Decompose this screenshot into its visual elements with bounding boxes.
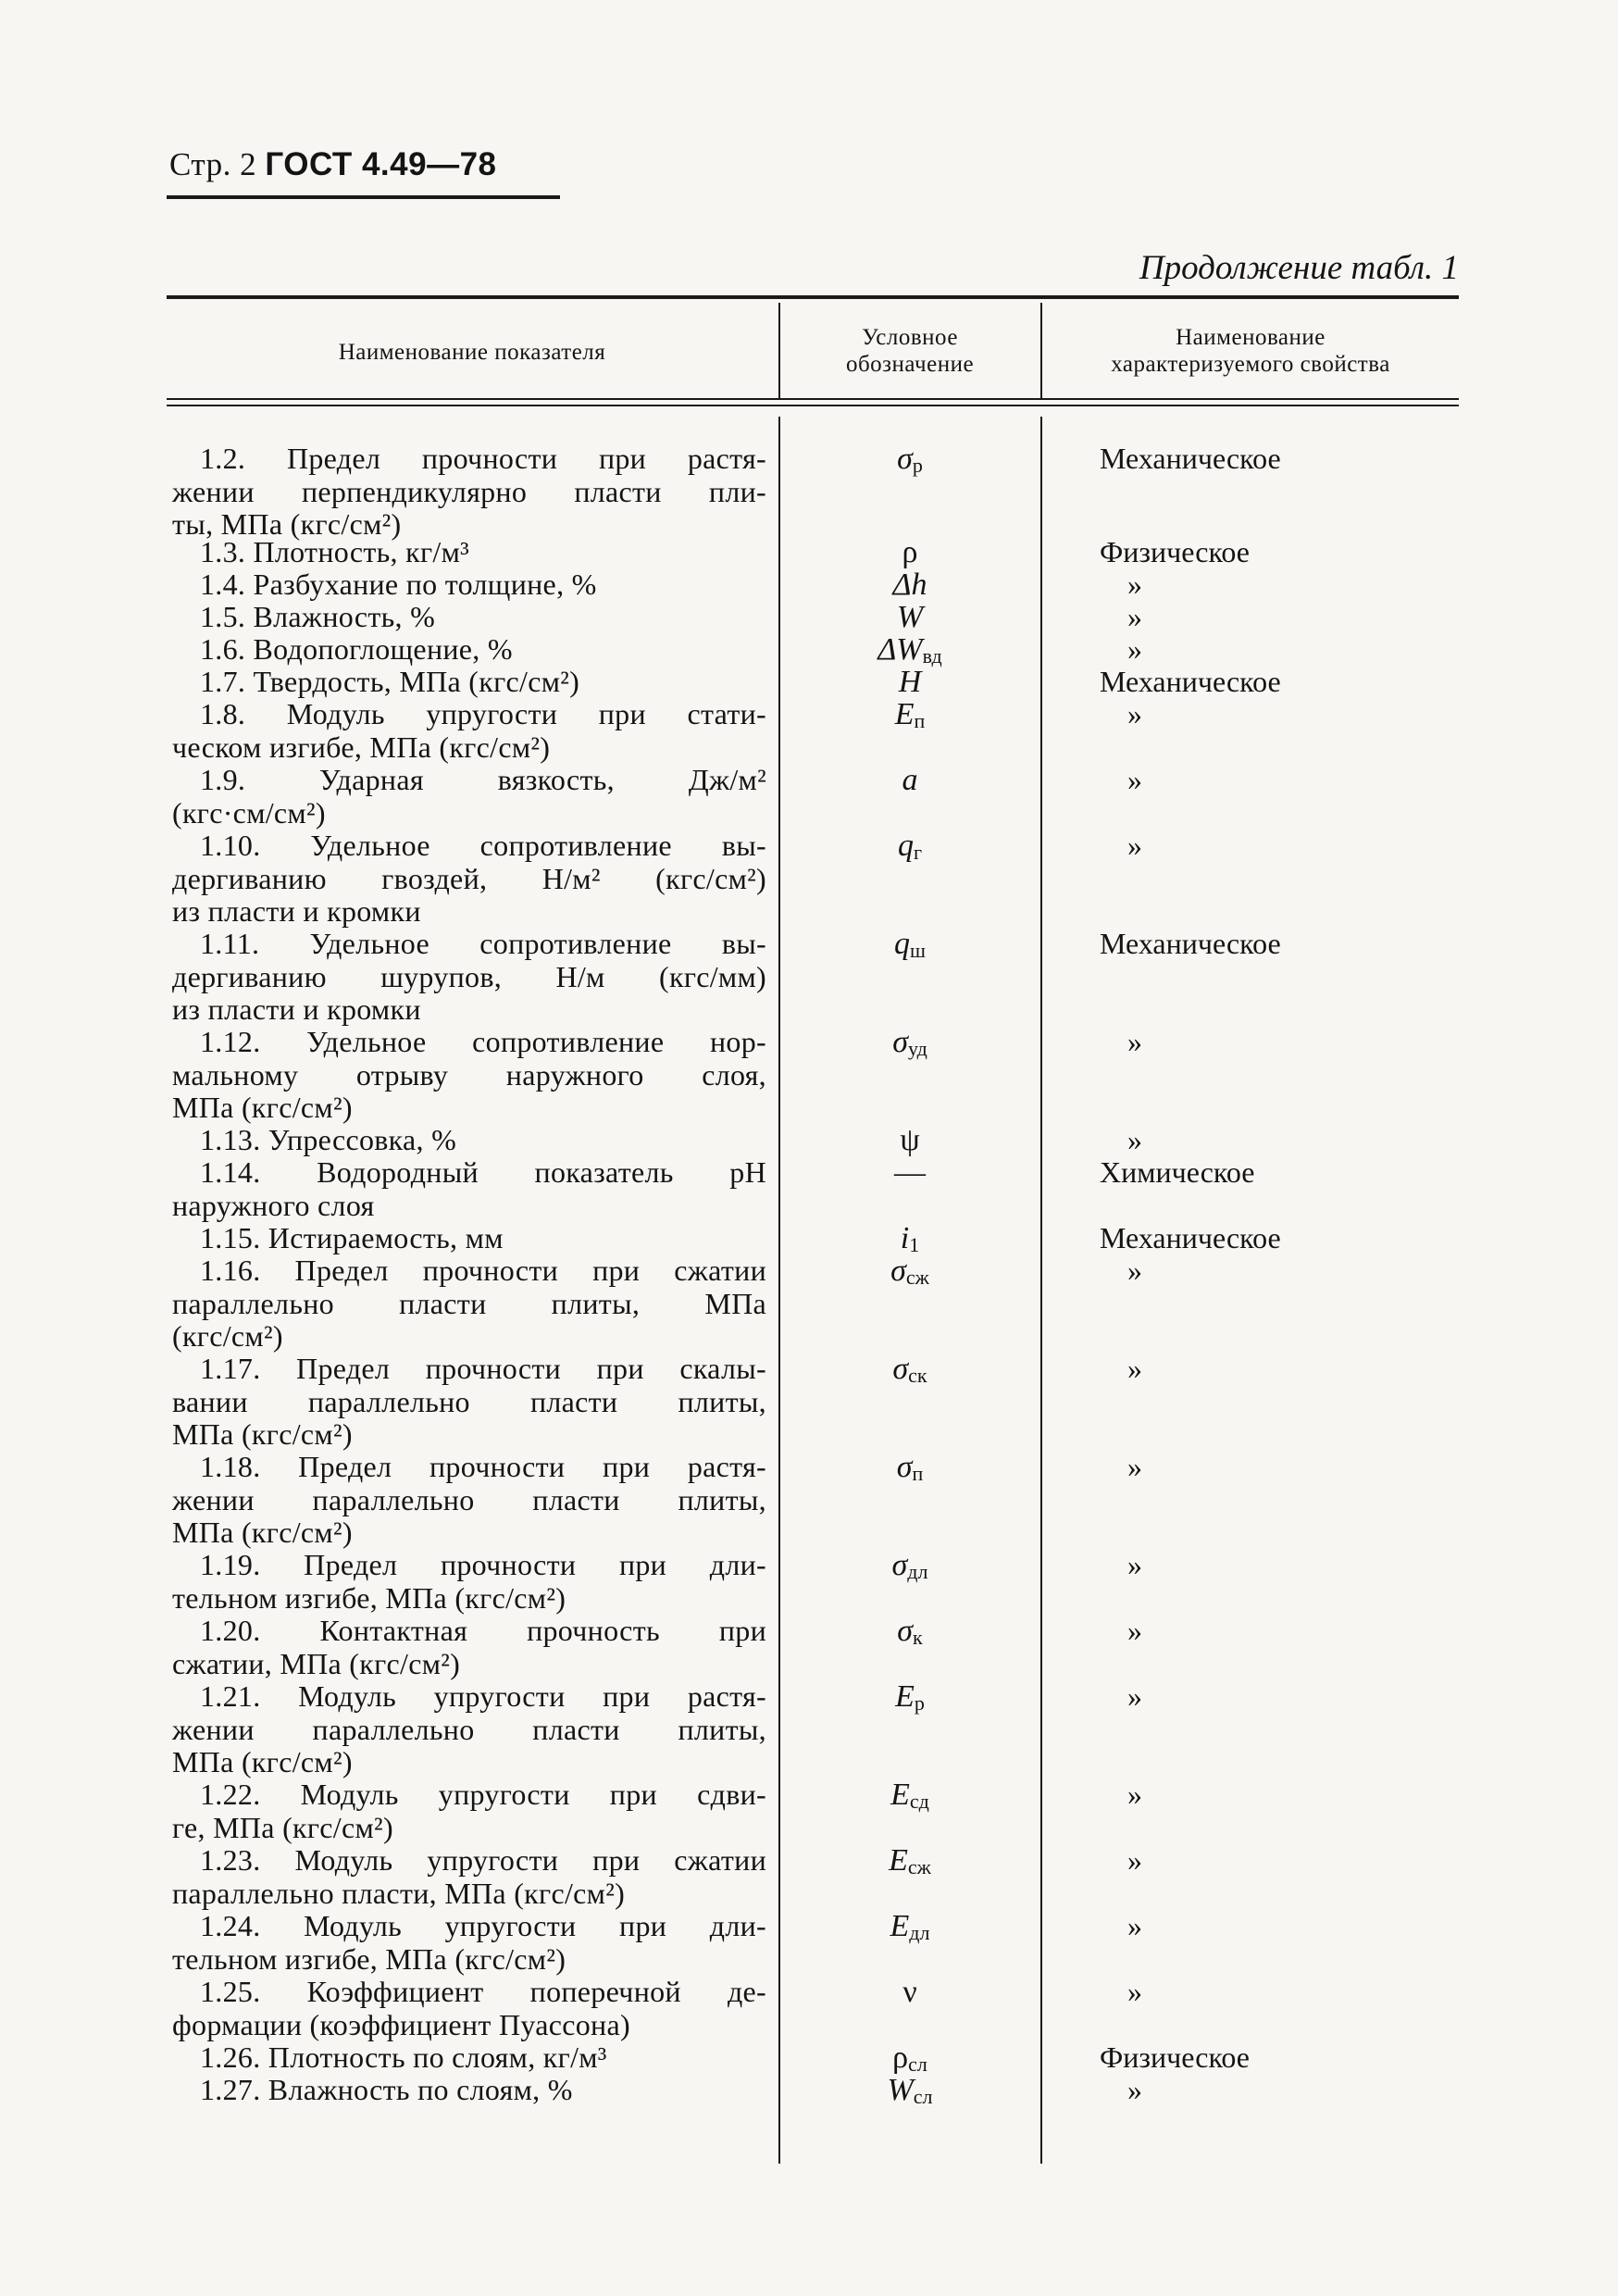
symbol-main: σ	[892, 1025, 908, 1059]
body-column-divider	[778, 417, 780, 2164]
indicator-name-line: 1.21. Модуль упругости при растя-	[200, 1679, 766, 1713]
symbol-main: E	[895, 1679, 915, 1714]
ditto-mark: »	[1127, 1123, 1142, 1156]
indicator-symbol	[782, 1026, 1038, 1065]
indicator-name-line: (кгс·см/см²)	[172, 795, 326, 830]
indicator-name-line: 1.24. Модуль упругости при дли-	[200, 1909, 766, 1942]
symbol-subscript: 1	[909, 1233, 920, 1256]
symbol-subscript: п	[914, 709, 926, 732]
indicator-name	[172, 2041, 766, 2075]
indicator-name	[172, 1844, 766, 1910]
ditto-mark: »	[1127, 1548, 1142, 1581]
indicator-name-line: ге, МПа (кгс/см²)	[172, 1810, 393, 1844]
ditto-mark: »	[1127, 1450, 1142, 1483]
body-column-divider	[1040, 417, 1042, 2164]
symbol-subscript: вд	[922, 644, 942, 668]
column-header-property	[1042, 324, 1459, 378]
indicator-name	[172, 830, 766, 929]
indicator-name-line: 1.20. Контактная прочность при	[200, 1614, 766, 1647]
indicator-name-line: жении параллельно пласти плиты,	[172, 1482, 766, 1516]
symbol-main: E	[894, 697, 915, 731]
indicator-name	[172, 633, 766, 667]
indicator-name-line: ческом изгибе, МПа (кгс/см²)	[172, 730, 551, 764]
symbol-subscript: ск	[908, 1364, 927, 1387]
indicator-name	[172, 1026, 766, 1125]
column-header-property-line2: характеризуемого свойства	[1111, 352, 1390, 377]
indicator-name-line: ты, МПа (кгс/см²)	[172, 507, 402, 541]
indicator-symbol	[782, 1451, 1038, 1490]
indicator-symbol	[782, 1615, 1038, 1653]
indicator-name-line: 1.11. Удельное сопротивление вы-	[200, 927, 766, 960]
page-label: Стр. 2	[169, 146, 257, 182]
symbol-main: ρ	[892, 2040, 909, 2075]
symbol-main: ψ	[900, 1123, 920, 1157]
ditto-mark: »	[1127, 829, 1142, 862]
indicator-name-line: 1.13. Упрессовка, %	[200, 1123, 457, 1156]
header-column-divider	[778, 303, 780, 399]
indicator-name	[172, 1222, 766, 1255]
indicator-symbol	[782, 1680, 1038, 1719]
indicator-symbol	[782, 698, 1038, 737]
indicator-name-line: МПа (кгс/см²)	[172, 1745, 353, 1778]
indicator-name	[172, 536, 766, 569]
symbol-main: E	[890, 1909, 910, 1943]
indicator-name	[172, 1549, 766, 1615]
indicator-name-line: МПа (кгс/см²)	[172, 1091, 353, 1124]
indicator-name	[172, 443, 766, 542]
symbol-main: a	[902, 763, 918, 797]
document-code: ГОСТ 4.49—78	[265, 146, 497, 182]
indicator-name-line: мальному отрыву наружного слоя,	[172, 1057, 766, 1092]
indicator-name-line: 1.17. Предел прочности при скалы-	[200, 1352, 766, 1385]
symbol-main: E	[890, 1778, 910, 1812]
symbol-subscript: дл	[907, 1560, 928, 1583]
symbol-main: W	[887, 2073, 914, 2107]
property-name: Физическое	[1100, 2040, 1250, 2074]
table-top-rule	[167, 295, 1459, 299]
indicator-name-line: 1.7. Твердость, МПа (кгс/см²)	[200, 665, 580, 698]
property-name: Механическое	[1100, 927, 1281, 960]
symbol-subscript: сл	[913, 2085, 933, 2108]
indicator-name-line: из пласти и кромки	[172, 894, 421, 928]
symbol-main: σ	[891, 1548, 908, 1582]
header-column-divider	[1040, 303, 1042, 399]
column-header-symbol-line2: обозначение	[845, 352, 975, 377]
indicator-name-line: 1.4. Разбухание по толщине, %	[200, 568, 597, 601]
symbol-subscript: уд	[907, 1037, 927, 1060]
symbol-main: σ	[890, 1254, 906, 1288]
property-name: Физическое	[1100, 535, 1250, 568]
table-continuation-label: Продолжение табл. 1	[1139, 249, 1459, 287]
indicator-symbol	[782, 1844, 1038, 1883]
indicator-name	[172, 764, 766, 830]
property-name: Химическое	[1100, 1155, 1255, 1189]
symbol-main: E	[889, 1843, 908, 1878]
indicator-name-line: МПа (кгс/см²)	[172, 1417, 353, 1451]
column-header-symbol-line1: Условное	[862, 325, 958, 350]
indicator-name-line: дергиванию шурупов, Н/м (кгс/мм)	[172, 959, 766, 993]
indicator-symbol	[782, 536, 1038, 568]
indicator-name-line: 1.9. Ударная вязкость, Дж/м²	[200, 763, 766, 796]
symbol-main: ν	[902, 1975, 917, 2009]
indicator-name	[172, 601, 766, 634]
ditto-mark: »	[1127, 1614, 1142, 1647]
indicator-symbol	[782, 928, 1038, 967]
symbol-main: —	[894, 1155, 926, 1190]
indicator-name-line: 1.22. Модуль упругости при сдви-	[200, 1778, 766, 1811]
indicator-name-line: жении перпендикулярно пласти пли-	[172, 474, 766, 508]
indicator-name-line: 1.19. Предел прочности при дли-	[200, 1548, 766, 1581]
indicator-symbol	[782, 1254, 1038, 1293]
header-bottom-rule	[167, 405, 1459, 406]
ditto-mark: »	[1127, 1352, 1142, 1385]
symbol-subscript: сд	[909, 1790, 929, 1813]
ditto-mark: »	[1127, 1843, 1142, 1877]
symbol-subscript: ш	[910, 939, 926, 962]
indicator-symbol	[782, 1353, 1038, 1391]
symbol-main: ρ	[902, 535, 918, 569]
indicator-symbol	[782, 1910, 1038, 1949]
indicator-name	[172, 1910, 766, 1976]
indicator-symbol	[782, 764, 1038, 796]
indicator-name-line: из пласти и кромки	[172, 992, 421, 1026]
indicator-name-line: тельном изгибе, МПа (кгс/см²)	[172, 1580, 566, 1615]
symbol-main: q	[894, 927, 911, 961]
symbol-subscript: р	[914, 1691, 925, 1715]
indicator-name-line: 1.15. Истираемость, мм	[200, 1221, 504, 1254]
symbol-subscript: дл	[909, 1921, 930, 1944]
indicator-symbol	[782, 830, 1038, 868]
symbol-subscript: сж	[905, 1266, 929, 1289]
indicator-name-line: 1.18. Предел прочности при растя-	[200, 1450, 766, 1483]
indicator-name	[172, 1451, 766, 1550]
indicator-symbol	[782, 1976, 1038, 2008]
symbol-subscript: сл	[908, 2053, 927, 2076]
indicator-name	[172, 698, 766, 764]
indicator-name	[172, 1156, 766, 1222]
symbol-subscript: р	[912, 454, 923, 477]
indicator-name	[172, 666, 766, 699]
property-name: Механическое	[1100, 665, 1281, 698]
indicator-name-line: сжатии, МПа (кгс/см²)	[172, 1646, 461, 1680]
indicator-name-line: 1.23. Модуль упругости при сжатии	[200, 1843, 766, 1877]
header-bottom-rule	[167, 398, 1459, 400]
indicator-name	[172, 568, 766, 602]
indicator-name-line: 1.27. Влажность по слоям, %	[200, 2073, 573, 2106]
indicator-name	[172, 1124, 766, 1157]
indicator-symbol	[782, 1778, 1038, 1817]
symbol-main: Δh	[892, 568, 927, 602]
property-name: Механическое	[1100, 442, 1281, 475]
symbol-main: W	[896, 600, 924, 634]
indicator-name-line: 1.5. Влажность, %	[200, 600, 436, 633]
indicator-name-line: 1.10. Удельное сопротивление вы-	[200, 829, 766, 862]
symbol-main: σ	[896, 1450, 913, 1484]
ditto-mark: »	[1127, 1254, 1142, 1287]
ditto-mark: »	[1127, 2073, 1142, 2106]
ditto-mark: »	[1127, 1778, 1142, 1811]
indicator-symbol	[782, 2074, 1038, 2113]
indicator-name-line: 1.3. Плотность, кг/м³	[200, 535, 470, 568]
ditto-mark: »	[1127, 697, 1142, 730]
indicator-name-line: параллельно пласти, МПа (кгс/см²)	[172, 1876, 626, 1910]
indicator-name	[172, 2074, 766, 2107]
ditto-mark: »	[1127, 600, 1142, 633]
indicator-symbol	[782, 601, 1038, 633]
indicator-name-line: жении параллельно пласти плиты,	[172, 1712, 766, 1746]
indicator-name-line: 1.6. Водопоглощение, %	[200, 632, 513, 666]
symbol-subscript: г	[913, 841, 923, 864]
indicator-name-line: наружного слоя	[172, 1188, 375, 1222]
symbol-main: i	[900, 1221, 910, 1255]
symbol-main: σ	[892, 1352, 909, 1386]
indicator-name-line: тельном изгибе, МПа (кгс/см²)	[172, 1941, 566, 1976]
indicator-name-line: 1.2. Предел прочности при растя-	[200, 442, 766, 475]
indicator-name	[172, 928, 766, 1027]
header-rule	[167, 195, 560, 199]
indicator-name-line: 1.16. Предел прочности при сжатии	[200, 1254, 766, 1287]
column-header-symbol	[780, 324, 1039, 378]
symbol-main: σ	[897, 442, 913, 476]
indicator-symbol	[782, 1549, 1038, 1588]
property-name: Механическое	[1100, 1221, 1281, 1254]
ditto-mark: »	[1127, 1025, 1142, 1058]
ditto-mark: »	[1127, 1975, 1142, 2008]
indicator-symbol	[782, 568, 1038, 601]
symbol-subscript: п	[912, 1462, 924, 1485]
column-header-property-line1: Наименование	[1176, 325, 1326, 350]
ditto-mark: »	[1127, 632, 1142, 666]
indicator-name-line: формации (коэффициент Пуассона)	[172, 2007, 630, 2041]
indicator-name-line: МПа (кгс/см²)	[172, 1516, 353, 1549]
indicator-name-line: 1.12. Удельное сопротивление нор-	[200, 1025, 766, 1058]
indicator-name-line: 1.25. Коэффициент поперечной де-	[200, 1975, 766, 2008]
indicator-symbol	[782, 443, 1038, 481]
page-header	[169, 146, 497, 183]
indicator-name-line: вании параллельно пласти плиты,	[172, 1384, 766, 1418]
column-header-name: Наименование показателя	[338, 340, 606, 365]
indicator-name	[172, 1976, 766, 2041]
indicator-symbol	[782, 666, 1038, 698]
indicator-name-line: (кгс/см²)	[172, 1319, 283, 1353]
indicator-name	[172, 1778, 766, 1844]
indicator-name-line: параллельно пласти плиты, МПа	[172, 1286, 766, 1320]
indicator-name	[172, 1680, 766, 1779]
symbol-subscript: сж	[907, 1855, 931, 1878]
symbol-main: H	[898, 665, 922, 699]
indicator-name-line: 1.8. Модуль упругости при стати-	[200, 697, 766, 730]
indicator-symbol	[782, 1124, 1038, 1156]
symbol-main: σ	[897, 1614, 914, 1648]
indicator-name-line: дергиванию гвоздей, Н/м² (кгс/см²)	[172, 861, 766, 895]
indicator-name-line: 1.26. Плотность по слоям, кг/м³	[200, 2040, 607, 2074]
indicator-name	[172, 1254, 766, 1354]
symbol-main: ΔW	[877, 632, 923, 667]
ditto-mark: »	[1127, 1909, 1142, 1942]
indicator-name-line: 1.14. Водородный показатель pH	[200, 1155, 766, 1189]
ditto-mark: »	[1127, 1679, 1142, 1713]
symbol-main: q	[897, 829, 914, 863]
indicator-name	[172, 1615, 766, 1680]
symbol-subscript: к	[913, 1626, 923, 1649]
ditto-mark: »	[1127, 568, 1142, 601]
ditto-mark: »	[1127, 763, 1142, 796]
indicator-symbol	[782, 1156, 1038, 1189]
indicator-name	[172, 1353, 766, 1452]
